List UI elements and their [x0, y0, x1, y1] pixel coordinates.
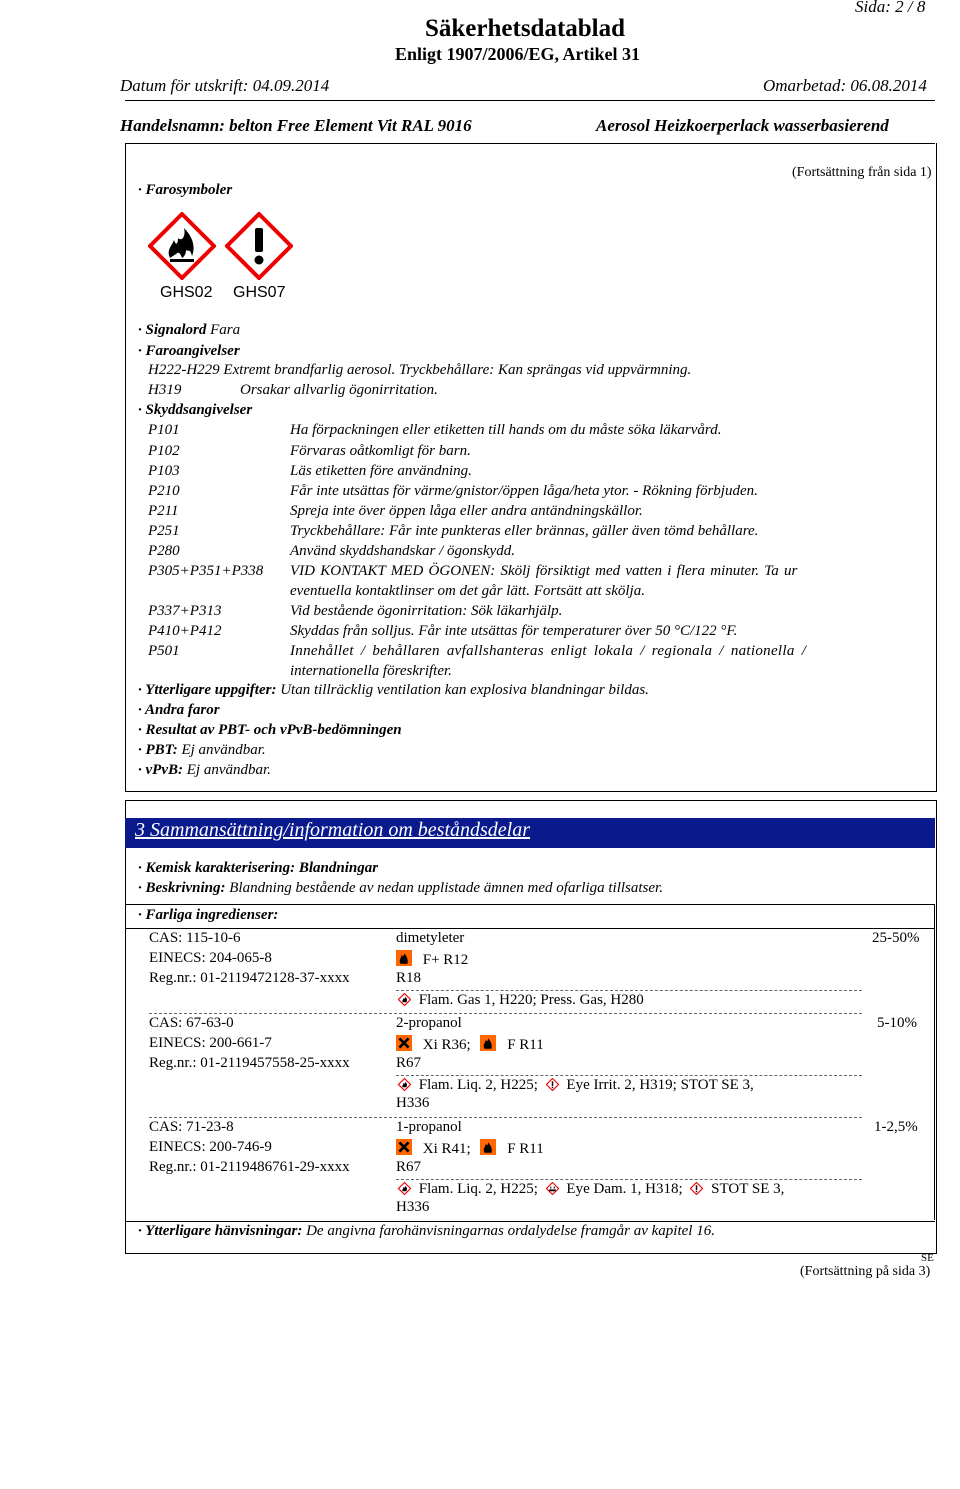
clp-classification-cont: H336 [396, 1095, 430, 1111]
p-code: P101 [148, 422, 180, 438]
dsd-classification-cont: R67 [396, 1159, 422, 1175]
header-divider [125, 100, 935, 101]
signalord [138, 322, 240, 339]
row-divider [396, 1075, 862, 1076]
flame-icon [398, 1078, 411, 1091]
farosymboler-label: · Farosymboler [138, 182, 233, 198]
p-code: P103 [148, 463, 180, 479]
dsd-classification-cont: R67 [396, 1055, 422, 1071]
pbt-result-label: · Resultat av PBT- och vPvB-bedömningen [138, 722, 402, 738]
trade-name: Handelsnamn: belton Free Element Vit RAL 9016 [120, 116, 472, 135]
p-text: Förvaras oåtkomligt för barn. [290, 443, 471, 459]
p-code: P410+P412 [148, 623, 222, 639]
p-text: Vid bestående ögonirritation: Sök läkarhjälp. [290, 603, 563, 619]
page-number: Sida: 2 / 8 [855, 0, 926, 16]
reg-number: Reg.nr.: 01-2119457558-25-xxxx [149, 1055, 350, 1071]
row-divider [396, 990, 862, 991]
concentration: 1-2,5% [874, 1119, 918, 1135]
p-text: Får inte utsättas för värme/gnistor/öppen låga/heta ytor. - Rökning förbjuden. [290, 483, 758, 499]
exclamation-icon [546, 1078, 559, 1091]
irritant-icon [396, 1035, 412, 1051]
concentration: 25-50% [872, 930, 920, 946]
row-divider [396, 1179, 862, 1180]
document-subtitle: Enligt 1907/2006/EG, Artikel 31 [395, 44, 641, 64]
section-3-header [125, 818, 935, 848]
cas-number: CAS: 71-23-8 [149, 1119, 234, 1135]
signalord-value: Fara [210, 322, 241, 338]
table-header-divider [125, 928, 935, 929]
skyddsangivelser-label: · Skyddsangivelser [138, 402, 253, 418]
language-code: SE [921, 1252, 934, 1264]
ingredient-name: 2-propanol [396, 1015, 462, 1031]
table-right-border [934, 904, 935, 1220]
p-code: P337+P313 [148, 603, 222, 619]
p-code: P280 [148, 543, 180, 559]
dsd-classification: F+ R12 [396, 950, 468, 969]
ytterligare-uppgifter: · Ytterligare uppgifter: Utan tillräcklig ventilation kan explosiva blandningar bildas. [138, 682, 649, 698]
ghs-code: GHS02 [160, 284, 213, 301]
reg-number: Reg.nr.: 01-2119472128-37-xxxx [149, 970, 350, 986]
p-code: P305+P351+P338 [148, 563, 264, 579]
p-code: P251 [148, 523, 180, 539]
continuation-from: (Fortsättning från sida 1) [792, 165, 932, 180]
einecs-number: EINECS: 200-661-7 [149, 1035, 272, 1051]
corrosion-icon [546, 1182, 559, 1195]
irritant-icon [396, 1139, 412, 1155]
p-text-cont: internationella föreskrifter. [290, 663, 452, 679]
flame-icon [480, 1035, 496, 1051]
p-text: Använd skyddshandskar / ögonskydd. [290, 543, 515, 559]
print-date: Datum för utskrift: 04.09.2014 [120, 76, 330, 95]
hazard-statement-text: Orsakar allvarlig ögonirritation. [240, 382, 438, 398]
p-text: Skyddas från solljus. Får inte utsättas för temperaturer över 50 °C/122 °F. [290, 623, 738, 639]
einecs-number: EINECS: 200-746-9 [149, 1139, 272, 1155]
farliga-ingredienser: · Farliga ingredienser: [138, 907, 279, 923]
clp-classification: Flam. Liq. 2, H225; Eye Dam. 1, H318; STOT SE 3, [398, 1181, 784, 1198]
row-divider [149, 1013, 862, 1014]
p-text: Tryckbehållare: Får inte punkteras eller brännas, gäller även tömd behållare. [290, 523, 759, 539]
p-text: Ha förpackningen eller etiketten till hands om du måste söka läkarvård. [290, 422, 722, 438]
product-description: Aerosol Heizkoerperlack wasserbasierend [596, 116, 889, 135]
ingredient-name: 1-propanol [396, 1119, 462, 1135]
einecs-number: EINECS: 204-065-8 [149, 950, 272, 966]
p-code: P501 [148, 643, 180, 659]
p-text: VID KONTAKT MED ÖGONEN: Skölj försiktigt med vatten i flera minuter. Ta ur [290, 563, 798, 579]
p-code: P210 [148, 483, 180, 499]
cas-number: CAS: 67-63-0 [149, 1015, 234, 1031]
exclamation-icon [690, 1182, 703, 1195]
flame-icon [398, 993, 411, 1006]
p-code: P211 [148, 503, 179, 519]
vpvb: · vPvB: Ej användbar. [138, 762, 271, 778]
flame-icon [148, 212, 216, 280]
faroangivelser-label: · Faroangivelser [138, 343, 240, 359]
andra-faror: · Andra faror [138, 702, 220, 718]
ingredient-name: dimetyleter [396, 930, 465, 946]
clp-classification-cont: H336 [396, 1199, 430, 1215]
signalord-label: · Signalord [138, 322, 207, 338]
p-text: Innehållet / behållaren avfallshanteras enligt lokala / regionala / nationella / [290, 643, 807, 659]
reg-number: Reg.nr.: 01-2119486761-29-xxxx [149, 1159, 350, 1175]
hazard-statement: H319 [148, 382, 182, 398]
p-text-cont: eventuella kontaktlinser om det går lätt. Fortsätt att skölja. [290, 583, 645, 599]
p-code: P102 [148, 443, 180, 459]
p-text: Spreja inte över öppen låga eller andra antändningskällor. [290, 503, 643, 519]
cas-number: CAS: 115-10-6 [149, 930, 241, 946]
hazard-statement: H222-H229 Extremt brandfarlig aerosol. Tryckbehållare: Kan sprängas vid uppvärmning. [148, 362, 692, 378]
clp-classification: Flam. Gas 1, H220; Press. Gas, H280 [398, 992, 644, 1009]
dsd-classification: Xi R41; F R11 [396, 1139, 544, 1158]
ytterligare-hanvisningar: · Ytterligare hänvisningar: De angivna farohänvisningarnas ordalydelse framgår av kapitel 16. [138, 1223, 715, 1239]
flame-icon [480, 1139, 496, 1155]
beskrivning: · Beskrivning: Blandning bestående av nedan upplistade ämnen med ofarliga tillsatser. [138, 880, 663, 896]
pbt: · PBT: Ej användbar. [138, 742, 266, 758]
row-divider [149, 1117, 862, 1118]
flame-icon [398, 1182, 411, 1195]
continuation-to: (Fortsättning på sida 3) [800, 1264, 931, 1279]
document-title: Säkerhetsdatablad [425, 15, 626, 42]
section-3-title: 3 Sammansättning/information om beståndsdelar [135, 819, 531, 841]
kemisk-karakterisering: · Kemisk karakterisering: Blandningar [138, 860, 379, 876]
concentration: 5-10% [877, 1015, 917, 1031]
clp-classification: Flam. Liq. 2, H225; Eye Irrit. 2, H319; STOT SE 3, [398, 1077, 754, 1094]
dsd-classification: Xi R36; F R11 [396, 1035, 544, 1054]
dsd-classification-cont: R18 [396, 970, 422, 986]
flame-icon [396, 950, 412, 966]
ghs-code: GHS07 [233, 284, 286, 301]
exclamation-icon [225, 212, 293, 280]
revised-date: Omarbetad: 06.08.2014 [763, 76, 927, 95]
p-text: Läs etiketten före användning. [290, 463, 472, 479]
